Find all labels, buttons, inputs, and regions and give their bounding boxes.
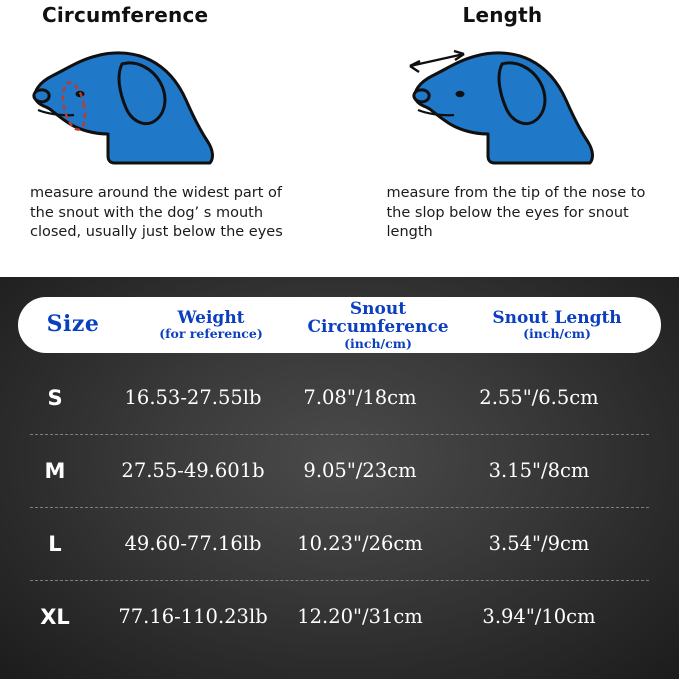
cell-circumference: 10.23"/26cm: [297, 532, 423, 555]
header-circ-main2: Circumference: [307, 317, 449, 338]
cell-weight: 27.55-49.601b: [121, 459, 265, 482]
header-circ-main1: Snout: [349, 298, 407, 319]
cell-size: XL: [40, 604, 70, 629]
header-size-label: Size: [46, 311, 100, 338]
cell-weight: 77.16-110.23lb: [118, 605, 268, 628]
header-weight-sub: (for reference): [159, 326, 263, 342]
cell-length: 3.15"/8cm: [488, 459, 590, 482]
table-header-row: [18, 297, 661, 353]
table-body: [0, 361, 679, 653]
table-row: [0, 507, 679, 580]
dog-head-length-icon: [398, 30, 628, 184]
table-row: [0, 434, 679, 507]
table-row: [0, 580, 679, 653]
cell-weight: 49.60-77.16lb: [124, 532, 262, 555]
diagram-area: [0, 0, 679, 277]
cell-circumference: 7.08"/18cm: [303, 386, 417, 409]
header-circ-sub: (inch/cm): [344, 335, 412, 351]
header-weight-main: Weight: [177, 308, 245, 329]
cell-size: L: [48, 531, 62, 556]
diagram-circumference: [0, 0, 340, 277]
header-length-main: Snout Length: [492, 308, 622, 329]
diagram-length: [340, 0, 679, 277]
cell-weight: 16.53-27.55lb: [124, 386, 262, 409]
diagram-title-length: Length: [462, 3, 543, 27]
cell-length: 2.55"/6.5cm: [479, 386, 599, 409]
caption-circumference: measure around the widest part of the snout with the dog’ s mouth closed, usually just below the eyes: [30, 185, 283, 241]
header-circumference: [294, 300, 462, 350]
header-weight: [128, 309, 294, 341]
cell-size: M: [44, 458, 66, 483]
header-size: [18, 313, 128, 337]
caption-length: measure from the tip of the nose to the slop below the eyes for snout length: [386, 185, 646, 241]
size-table: [0, 277, 679, 679]
cell-length: 3.94"/10cm: [482, 605, 596, 628]
cell-circumference: 9.05"/23cm: [303, 459, 417, 482]
cell-length: 3.54"/9cm: [488, 532, 590, 555]
header-length: [462, 309, 652, 341]
cell-circumference: 12.20"/31cm: [297, 605, 423, 628]
dog-head-circumference-icon: [18, 30, 248, 184]
header-length-sub: (inch/cm): [523, 326, 591, 342]
diagram-title-circumference: Circumference: [42, 3, 209, 27]
table-row: [0, 361, 679, 434]
cell-size: S: [47, 385, 63, 410]
